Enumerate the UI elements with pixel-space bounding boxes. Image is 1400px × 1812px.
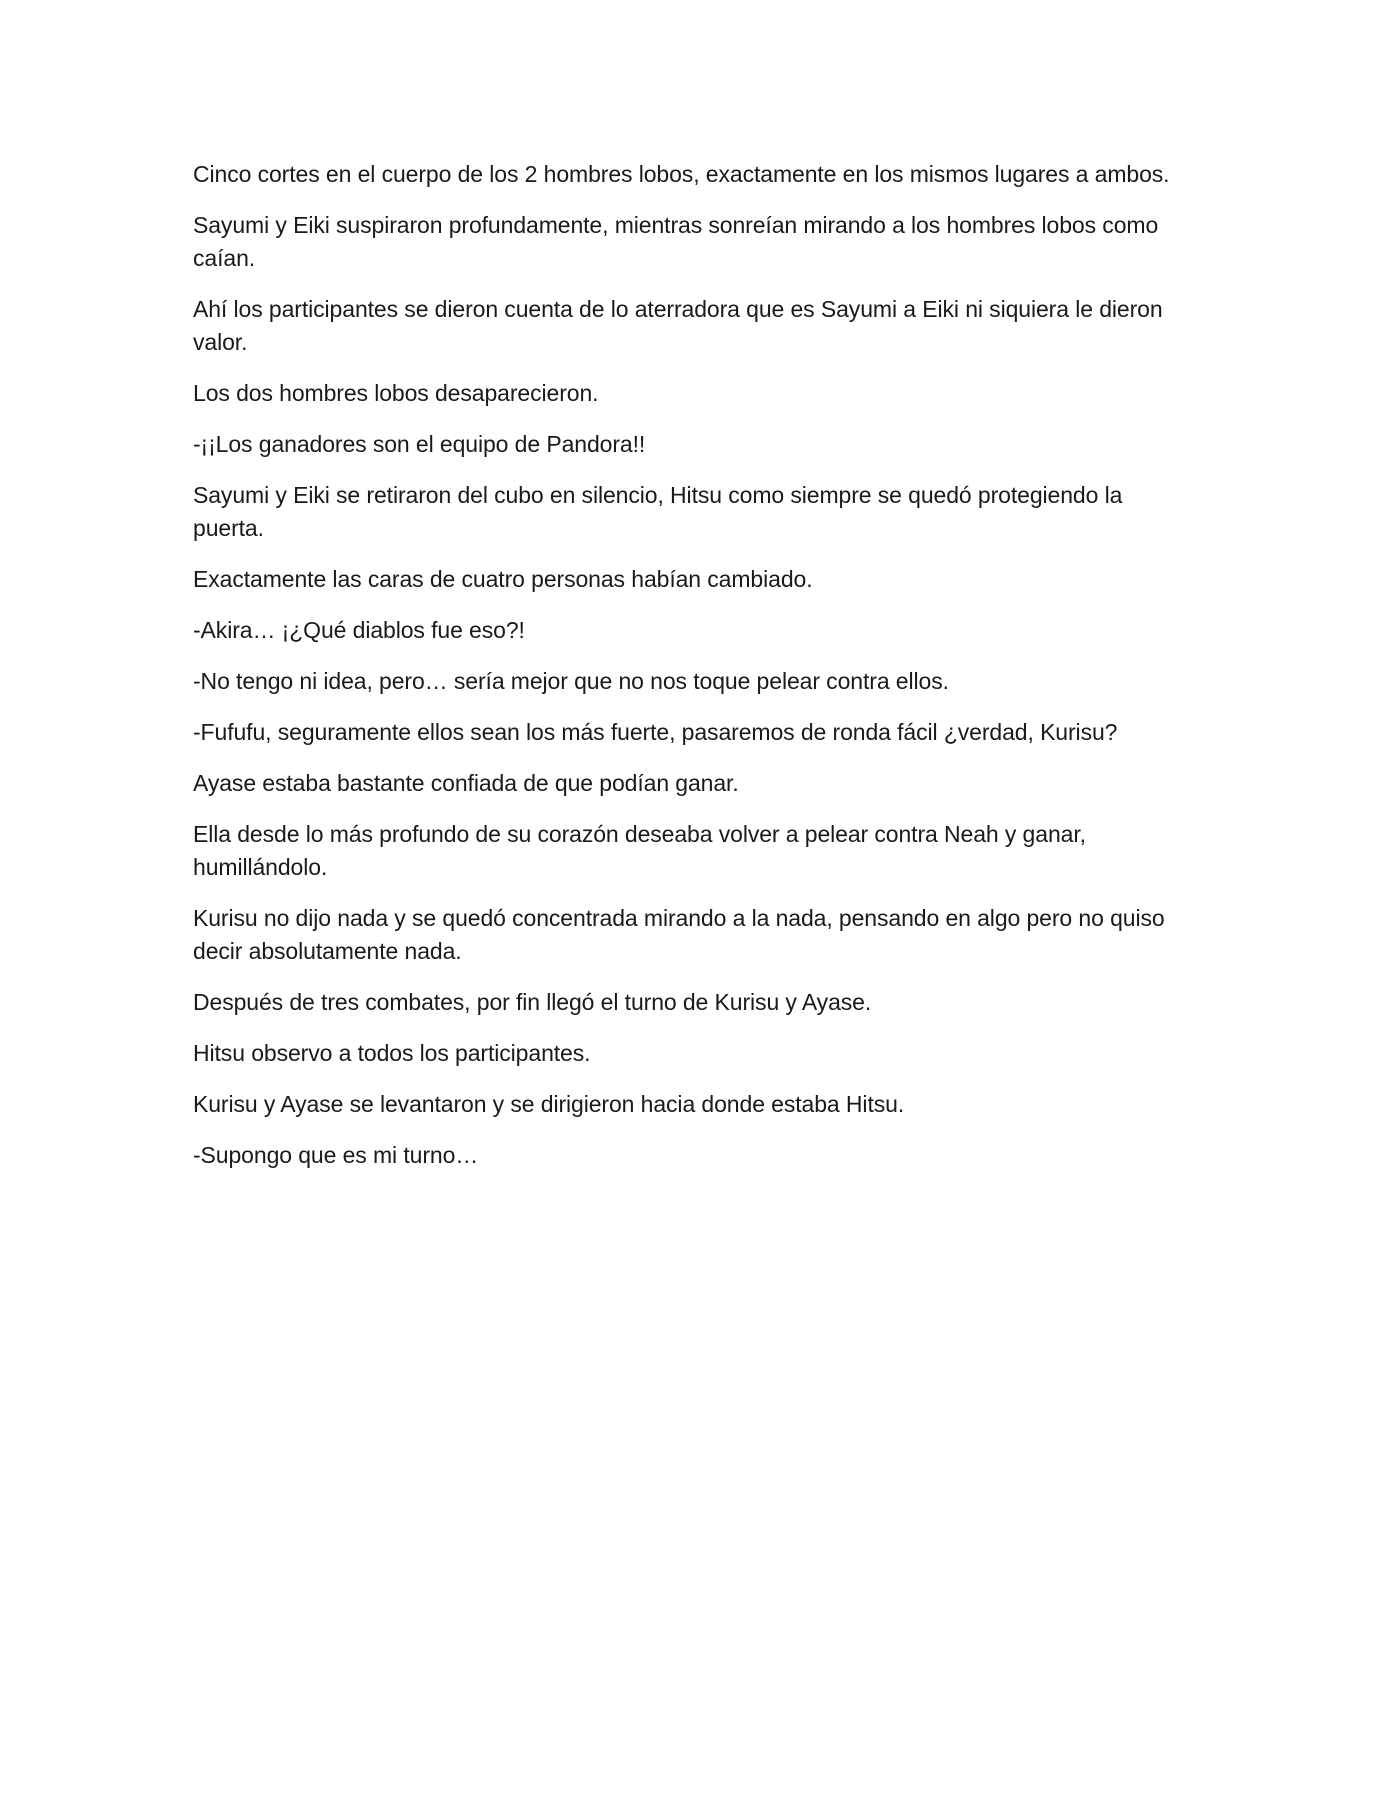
paragraph-13: Kurisu no dijo nada y se quedó concentrada mirando a la nada, pensando en algo pero no quiso decir absolutamente nada. [193, 905, 1165, 964]
paragraph-9: -No tengo ni idea, pero… sería mejor que no nos toque pelear contra ellos. [193, 668, 949, 694]
paragraph-7: Exactamente las caras de cuatro personas habían cambiado. [193, 566, 813, 592]
paragraph-15: Hitsu observo a todos los participantes. [193, 1040, 591, 1066]
paragraph-4: Los dos hombres lobos desaparecieron. [193, 380, 599, 406]
paragraph-2: Sayumi y Eiki suspiraron profundamente, mientras sonreían mirando a los hombres lobos como caían. [193, 212, 1159, 271]
document-body [193, 158, 1193, 1190]
paragraph-8: -Akira… ¡¿Qué diablos fue eso?! [193, 617, 525, 643]
paragraph-17: -Supongo que es mi turno… [193, 1142, 479, 1168]
paragraph-14: Después de tres combates, por fin llegó el turno de Kurisu y Ayase. [193, 989, 872, 1015]
paragraph-10: -Fufufu, seguramente ellos sean los más fuerte, pasaremos de ronda fácil ¿verdad, Kurisu? [193, 719, 1118, 745]
paragraph-16: Kurisu y Ayase se levantaron y se dirigieron hacia donde estaba Hitsu. [193, 1091, 905, 1117]
paragraph-3: Ahí los participantes se dieron cuenta de lo aterradora que es Sayumi a Eiki ni siquiera le dieron valor. [193, 296, 1163, 355]
paragraph-5: -¡¡Los ganadores son el equipo de Pandora!! [193, 431, 646, 457]
paragraph-12: Ella desde lo más profundo de su corazón deseaba volver a pelear contra Neah y ganar, humillándolo. [193, 821, 1086, 880]
paragraph-1: Cinco cortes en el cuerpo de los 2 hombres lobos, exactamente en los mismos lugares a ambos. [193, 161, 1170, 187]
paragraph-11: Ayase estaba bastante confiada de que podían ganar. [193, 770, 739, 796]
paragraph-6: Sayumi y Eiki se retiraron del cubo en silencio, Hitsu como siempre se quedó protegiendo la puerta. [193, 482, 1123, 541]
